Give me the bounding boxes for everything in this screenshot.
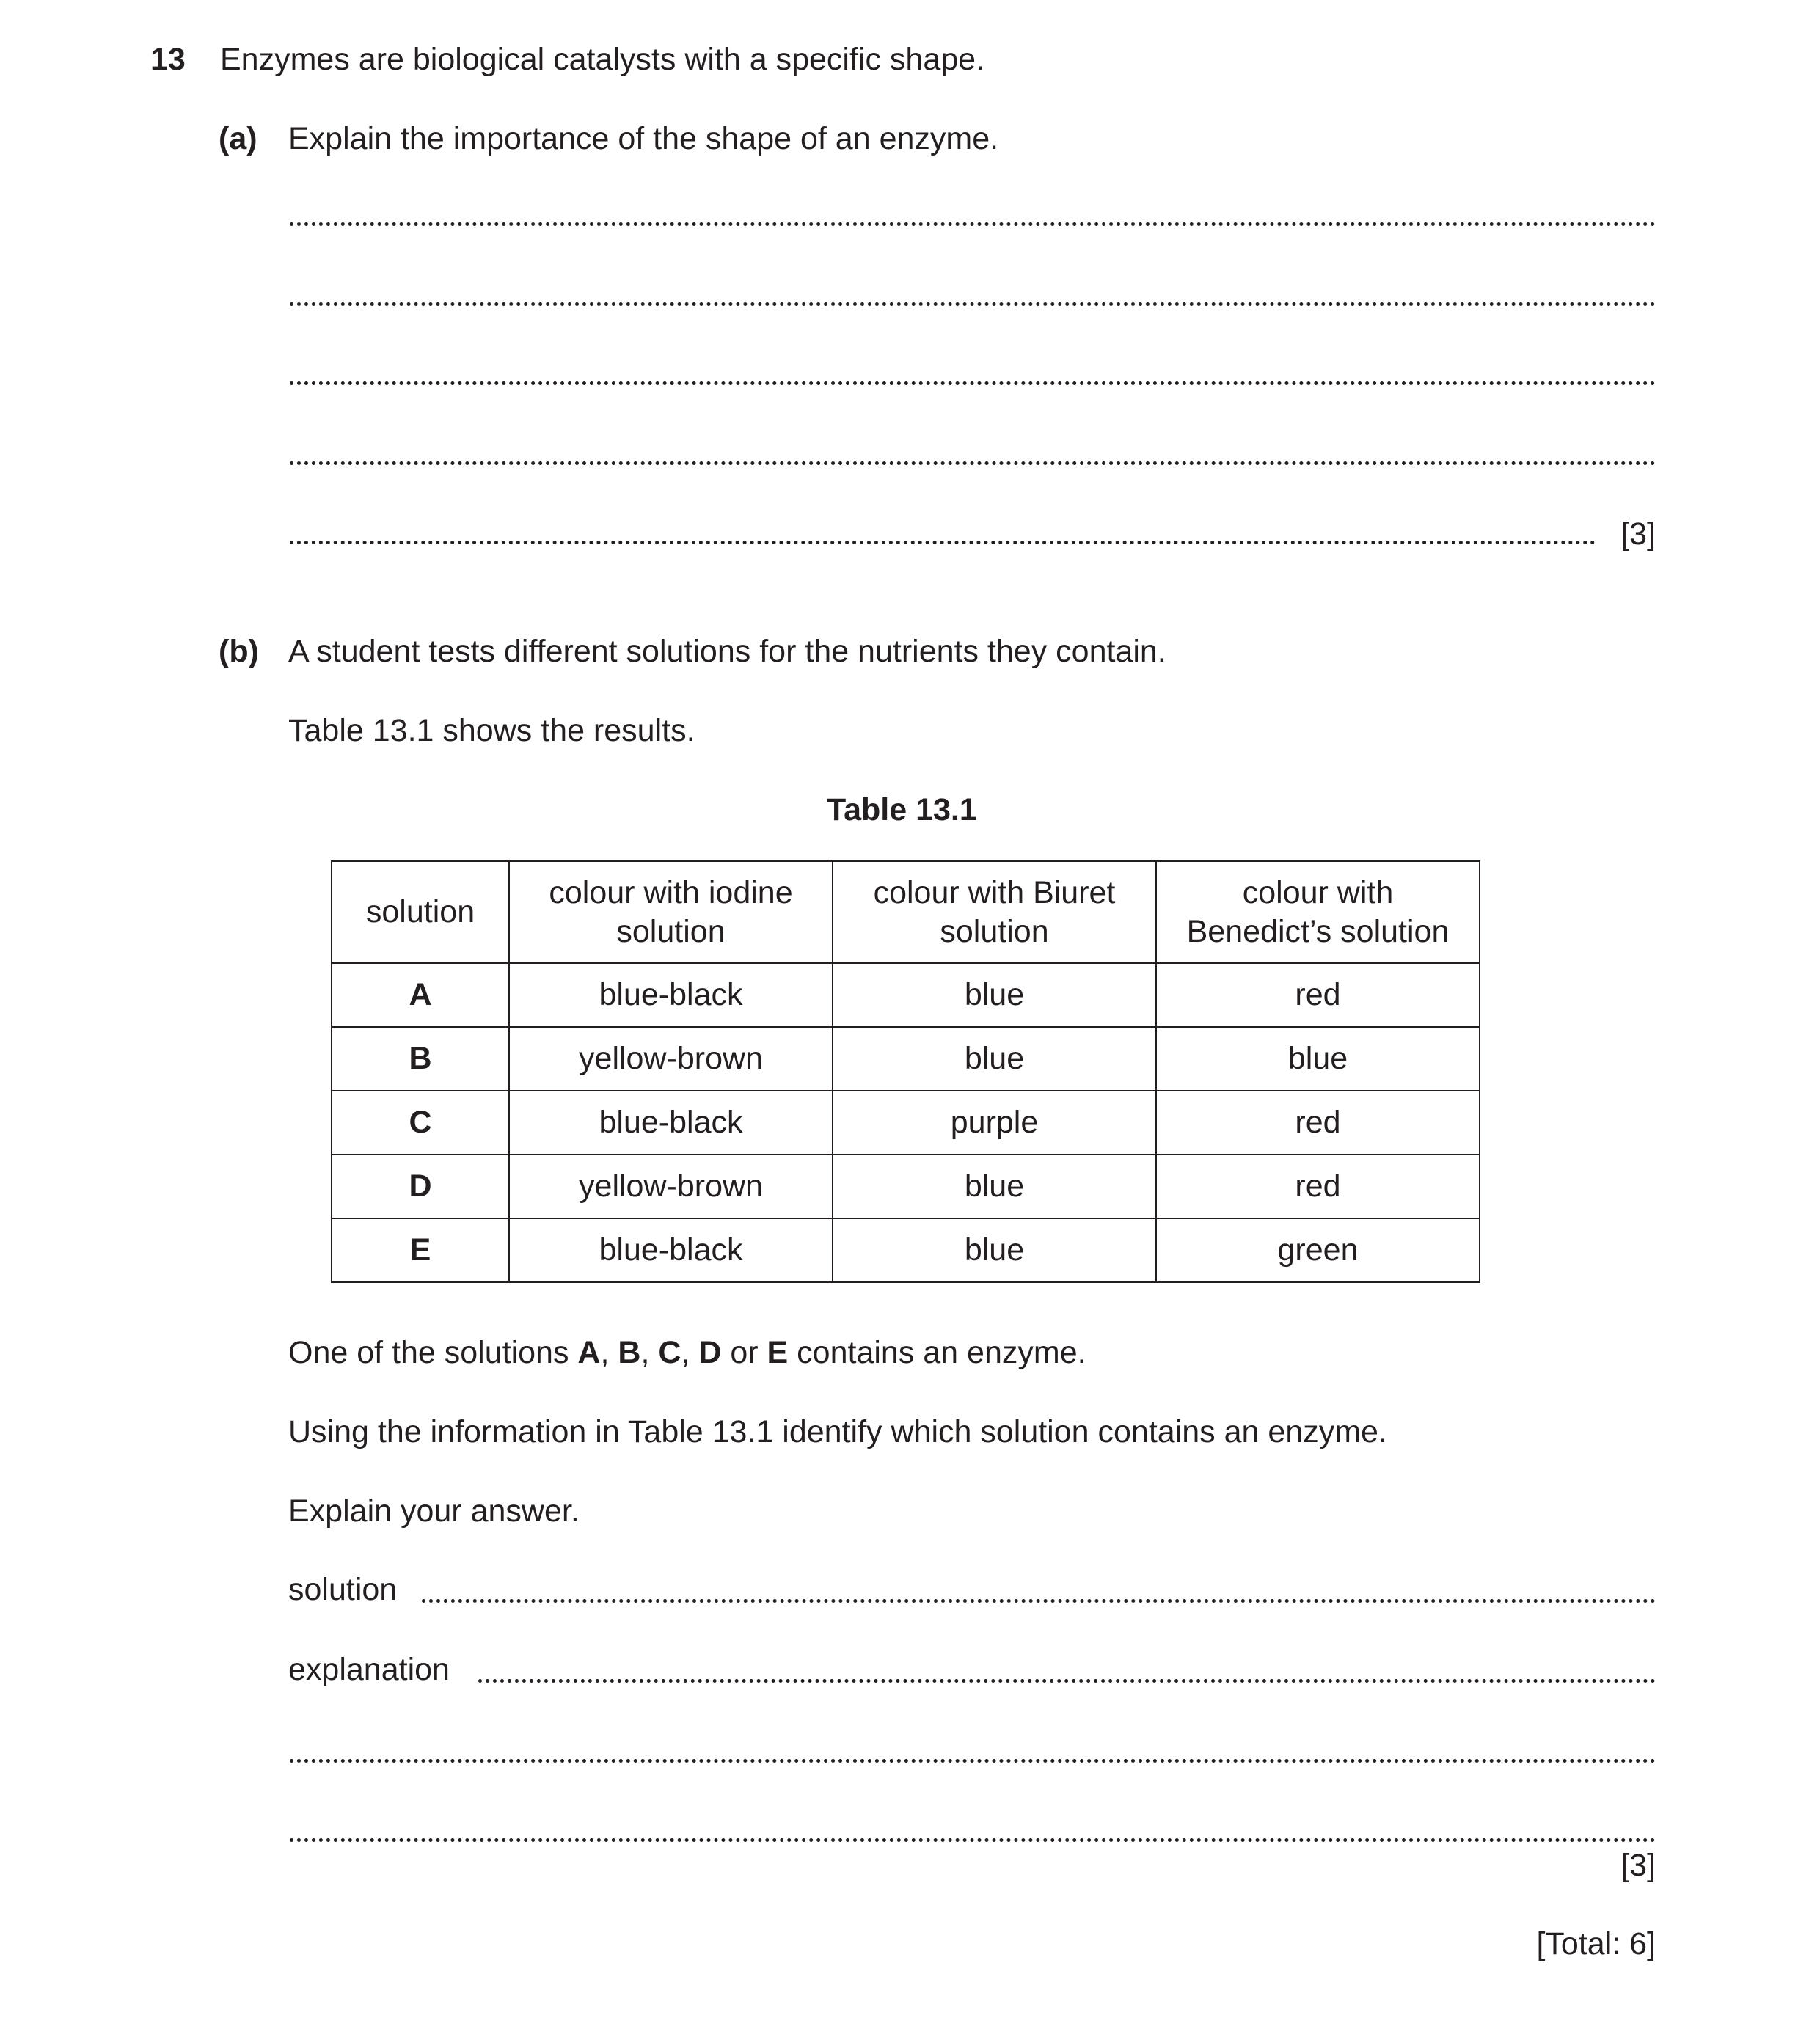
explain-text: Explain your answer. [288,1493,580,1529]
table-title: Table 13.1 [827,792,977,827]
solution-label: solution [288,1572,398,1607]
table-cell: yellow-brown [509,1027,833,1091]
table-cell-solution: A [332,963,509,1027]
explanation-label: explanation [288,1652,450,1687]
header-solution: solution [332,861,509,963]
part-b-intro: A student tests different solutions for the nutrients they contain. [288,634,1166,669]
results-table [331,860,1480,1283]
solution-answer-line[interactable] [422,1599,1656,1603]
header-benedicts: colour with Benedict’s solution [1156,861,1480,963]
table-reference: Table 13.1 shows the results. [288,713,695,748]
answer-line-a5[interactable] [290,541,1596,544]
table-cell: blue [833,1218,1156,1282]
table-cell-solution: D [332,1155,509,1218]
table-cell-solution: C [332,1091,509,1155]
instruction-text: Using the information in Table 13.1 identify which solution contains an enzyme. [288,1414,1387,1449]
table-row [332,1091,1480,1155]
statement-sep: or [721,1335,767,1370]
statement-sep: , [640,1335,659,1370]
statement-sep: , [681,1335,699,1370]
table-cell: blue-black [509,963,833,1027]
part-b-marks: [3] [1620,1848,1656,1883]
table-cell: blue [833,1027,1156,1091]
letter-c: C [658,1335,681,1370]
table-row [332,1218,1480,1282]
table-header-row [332,861,1480,963]
answer-line-a4[interactable] [290,461,1656,465]
answer-line-a2[interactable] [290,302,1656,306]
explanation-answer-line-1[interactable] [478,1679,1656,1683]
part-b-label: (b) [219,634,259,669]
question-stem: Enzymes are biological catalysts with a specific shape. [220,42,985,77]
table-cell: blue-black [509,1218,833,1282]
table-cell: purple [833,1091,1156,1155]
part-a-prompt: Explain the importance of the shape of an enzyme. [288,121,999,156]
table-row [332,1155,1480,1218]
explanation-answer-line-3[interactable] [290,1838,1656,1842]
enzyme-statement [288,1337,1086,1369]
table-cell-solution: E [332,1218,509,1282]
letter-b: B [618,1335,641,1370]
table-cell: blue [833,963,1156,1027]
part-a-marks: [3] [1620,516,1656,552]
answer-line-a1[interactable] [290,222,1656,226]
answer-line-a3[interactable] [290,381,1656,385]
table-row [332,963,1480,1027]
letter-e: E [767,1335,789,1370]
question-number: 13 [150,42,186,77]
statement-suffix: contains an enzyme. [788,1335,1086,1370]
table-cell: red [1156,1155,1480,1218]
table-row [332,1027,1480,1091]
header-iodine: colour with iodine solution [509,861,833,963]
table-cell: blue-black [509,1091,833,1155]
statement-prefix: One of the solutions [288,1335,578,1370]
table-cell: yellow-brown [509,1155,833,1218]
total-marks: [Total: 6] [1536,1926,1656,1961]
table-cell: green [1156,1218,1480,1282]
explanation-answer-line-2[interactable] [290,1759,1656,1763]
letter-d: D [698,1335,722,1370]
table-cell: red [1156,1091,1480,1155]
part-a-label: (a) [219,121,257,156]
table-cell: blue [833,1155,1156,1218]
letter-a: A [577,1335,601,1370]
table-cell: red [1156,963,1480,1027]
table-cell: blue [1156,1027,1480,1091]
statement-sep: , [600,1335,618,1370]
header-biuret: colour with Biuret solution [833,861,1156,963]
table-cell-solution: B [332,1027,509,1091]
